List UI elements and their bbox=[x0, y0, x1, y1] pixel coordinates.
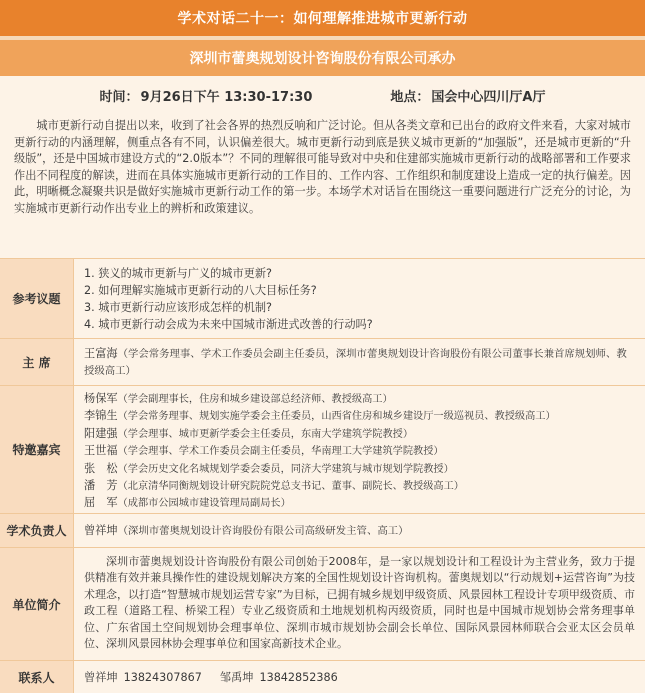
guest-item bbox=[84, 478, 635, 495]
guest-desc: （成都市公园城市建设管理局副局长） bbox=[117, 498, 291, 510]
guest-name: 杨保军 bbox=[84, 392, 118, 405]
guest-desc: （学会理事、学术工作委员会副主任委员，华南理工大学建筑学院教授） bbox=[117, 446, 444, 458]
guest-item bbox=[84, 391, 635, 408]
topic-item: 2. 如何理解实施城市更新行动的八大目标任务? bbox=[84, 284, 317, 297]
place-group bbox=[390, 86, 545, 105]
time-label: 时间： bbox=[99, 89, 139, 105]
chair-name: 王富海 bbox=[84, 347, 118, 360]
guest-name: 王世福 bbox=[84, 444, 118, 458]
guest-item bbox=[84, 495, 635, 512]
time-group bbox=[100, 86, 313, 105]
guest-desc: （学会副理事长，住房和城乡建设部总经济师、教授级高工） bbox=[117, 394, 393, 405]
title-banner bbox=[0, 0, 645, 36]
unit-row bbox=[0, 547, 645, 660]
guests-row bbox=[0, 385, 645, 513]
contact-phone-1: 13824307867 bbox=[123, 670, 202, 684]
academic-lead-label: 学术负责人 bbox=[0, 514, 74, 547]
page-title: 学术对话二十一：如何理解推进城市更新行动 bbox=[177, 11, 468, 27]
chair-row bbox=[0, 338, 645, 385]
guest-name: 屈 军 bbox=[84, 496, 118, 510]
guest-desc: （学会理事、城市更新学委会主任委员，东南大学建筑学院教授） bbox=[117, 428, 414, 440]
guest-item bbox=[84, 443, 635, 460]
contact-row bbox=[0, 660, 645, 693]
unit-label: 单位简介 bbox=[0, 548, 74, 660]
academic-lead-row bbox=[0, 513, 645, 547]
chair-info bbox=[74, 339, 645, 385]
organizer-text: 深圳市蕾奥规划设计咨询股份有限公司承办 bbox=[189, 51, 456, 67]
academic-lead-info bbox=[74, 514, 645, 547]
guest-desc: （北京清华同衡规划设计研究院院党总支书记、董事、副院长、教授级高工） bbox=[117, 481, 464, 493]
contact-person-1: 曾祥坤 bbox=[84, 671, 118, 684]
academic-lead-desc: （深圳市蕾奥规划设计咨询股份有限公司高级研发主管、高工） bbox=[117, 525, 409, 537]
guest-name: 阳建强 bbox=[84, 426, 118, 440]
contact-person-2: 邹禹坤 bbox=[219, 671, 254, 684]
chair-desc: （学会常务理事、学术工作委员会副主任委员，深圳市蕾奥规划设计咨询股份有限公司董事长兼首席规划师、教授级高工） bbox=[84, 348, 627, 377]
contact-info bbox=[74, 661, 645, 693]
guest-desc: （学会历史文化名城规划学委会委员，同济大学建筑与城市规划学院教授） bbox=[117, 463, 454, 475]
organizer-banner bbox=[0, 40, 645, 76]
academic-lead-name: 曾祥坤 bbox=[84, 524, 118, 537]
topics-list bbox=[74, 259, 645, 338]
intro-paragraph: 城市更新行动自提出以来，收到了社会各界的热烈反响和广泛讨论。但从各类文章和已出台的政府文件来看，大家对城市更新行动的内涵理解，侧重点各有不同，认识偏差很大。城市更新行动到底是狭义城市更新的“加强版”，还是城市更新的“升级版”，还是中国城市建设方式的“2.0版本”？不同的理解很可能导致对中央和住建部实施城市更新行动的战略部署和工作要求作出不同程度的解读，进而在具体实施城市更新行动的工作目的、工作内容、工作组织和制度建设上造成一定的执行偏差。因此，明晰概念凝聚共识是做好实施城市更新行动工作的第一步。本场学术对话旨在围绕这一重要问题进行广泛充分的讨论，为实施城市更新行动作出专业上的辨析和政策建议。 bbox=[14, 119, 631, 215]
guest-item bbox=[84, 408, 635, 425]
topics-row bbox=[0, 258, 645, 338]
unit-intro: 深圳市蕾奥规划设计咨询股份有限公司创始于2008年，是一家以规划设计和工程设计为主营业务，致力于提供精准有效并兼具操作性的建设规划解决方案的全国性规划设计咨询机构。蕾奥规划以“行动规划+运营咨询”为技术理念，以打造“智慧城市规划运营专家”为目标，已拥有城乡规划甲级资质、风景园林工程设计专项甲级资质、市政工程（道路工程、桥梁工程）专业乙级资质和土地规划机构丙级资质，同时也是中国城市规划协会常务理事单位、广东省国土空间规划协会理事单位、深圳市城市规划协会副会长单位、国际风景园林师联合会亚太区会员单位、深圳风景园林协会理事单位和国家高新技术企业。 bbox=[84, 555, 635, 651]
contact-label: 联系人 bbox=[0, 661, 74, 693]
place-label: 地点： bbox=[390, 89, 430, 105]
topics-label: 参考议题 bbox=[0, 259, 74, 338]
time-value: 9月26日下午 13:30-17:30 bbox=[140, 89, 313, 105]
contact-phone-2: 13842852386 bbox=[259, 670, 338, 684]
guest-item bbox=[84, 426, 635, 443]
guests-list bbox=[74, 386, 645, 513]
topic-item: 1. 狭义的城市更新与广义的城市更新? bbox=[84, 267, 272, 280]
guest-name: 李锦生 bbox=[84, 409, 118, 423]
guest-name: 潘 芳 bbox=[84, 479, 118, 493]
time-place-bar bbox=[0, 76, 645, 114]
guest-desc: （学会常务理事、规划实施学委会主任委员，山西省住房和城乡建设厅一级巡视员、教授级高工） bbox=[117, 411, 556, 423]
guest-item bbox=[84, 461, 635, 478]
guest-name: 张 松 bbox=[84, 461, 118, 475]
guests-label: 特邀嘉宾 bbox=[0, 386, 74, 513]
place-value: 国会中心四川厅A厅 bbox=[431, 89, 546, 105]
topic-item: 4. 城市更新行动会成为未来中国城市渐进式改善的行动吗? bbox=[84, 318, 373, 331]
topic-item: 3. 城市更新行动应该形成怎样的机制? bbox=[84, 301, 272, 314]
chair-label: 主 席 bbox=[0, 339, 74, 385]
